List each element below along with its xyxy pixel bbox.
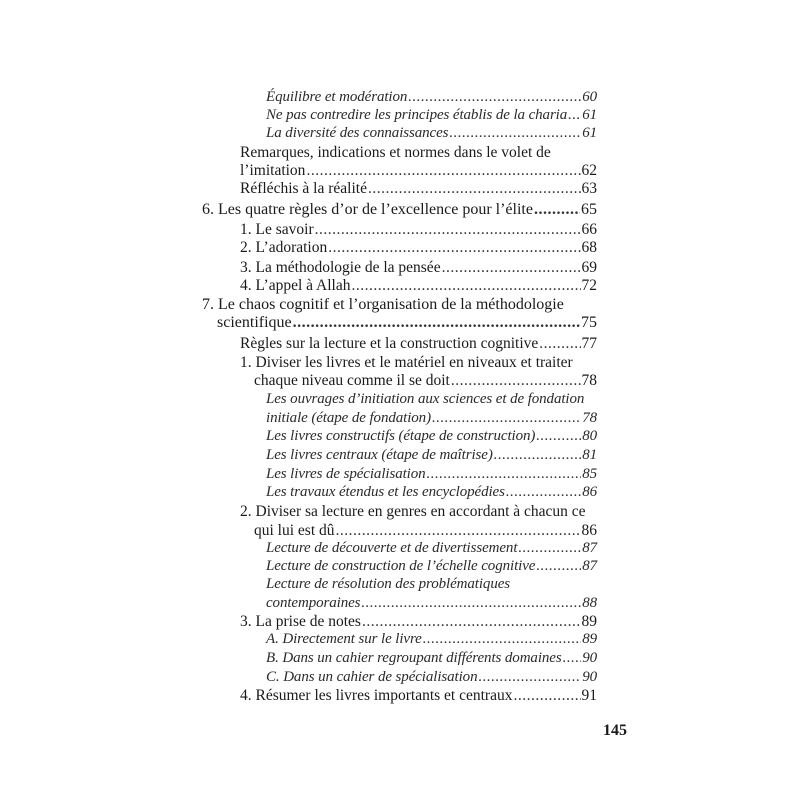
toc-entry	[266, 446, 597, 465]
toc-entry	[266, 465, 597, 484]
toc-entry-page: 72	[581, 277, 597, 294]
toc-entry-page: 78	[582, 410, 597, 426]
toc-entry	[266, 124, 597, 143]
toc-entry-title: qui lui est dû	[254, 522, 335, 539]
toc-entry	[266, 427, 597, 446]
toc-entry-page: 80	[582, 428, 597, 444]
toc-entry-title: 1. Le savoir	[240, 221, 314, 238]
leader-dots	[494, 446, 581, 465]
leader-dots	[351, 276, 580, 295]
toc-entry-page: 69	[581, 259, 597, 276]
toc-entry-page: 87	[582, 558, 597, 574]
toc-entry-title: Les livres centraux (étape de maîtrise)	[266, 447, 493, 463]
toc-entry-page: 78	[581, 372, 597, 389]
toc-entry	[240, 179, 597, 198]
toc-entry	[266, 557, 597, 576]
toc-entry-page: 86	[581, 522, 597, 539]
toc-entry-title: Les livres constructifs (étape de construction)	[266, 428, 536, 444]
toc-entry	[254, 521, 597, 540]
toc-entry-title: Remarques, indications et normes dans le volet de	[240, 144, 551, 161]
page-number: 145	[603, 722, 627, 739]
toc-entry-page: 89	[581, 613, 597, 630]
toc-entry	[266, 409, 597, 428]
toc-entry	[240, 238, 597, 257]
toc-entry-page: 65	[581, 201, 597, 218]
toc-entry-title: C. Dans un cahier de spécialisation	[266, 669, 478, 685]
toc-entry-title: initiale (étape de fondation)	[266, 410, 431, 426]
leader-dots	[315, 220, 581, 239]
leader-dots	[306, 161, 580, 180]
toc-entry-title: 2. L’adoration	[240, 239, 328, 256]
toc-entry	[254, 371, 597, 390]
leader-dots	[539, 334, 580, 353]
toc-entry-title: Équilibre et modération	[266, 89, 408, 105]
toc-entry	[240, 353, 573, 372]
leader-dots	[432, 409, 581, 428]
leader-dots	[513, 686, 580, 705]
toc-entry-page: 89	[582, 631, 597, 647]
toc-entry	[266, 630, 597, 649]
toc-entry-page: 61	[582, 107, 597, 123]
toc-entry-title: 2. Diviser sa lecture en genres en accordant à chacun ce	[240, 503, 586, 520]
toc-entry-title: contemporaines	[266, 595, 361, 611]
leader-dots	[408, 88, 581, 107]
toc-entry-page: 86	[582, 484, 597, 500]
toc-entry-title: Ne pas contredire les principes établis de la charia	[266, 107, 568, 123]
toc-entry	[240, 502, 586, 521]
leader-dots	[361, 594, 581, 613]
toc-entry-title: 1. Diviser les livres et le matériel en niveaux et traiter	[240, 354, 573, 371]
toc-entry-page: 90	[582, 669, 597, 685]
leader-dots	[518, 539, 581, 558]
toc-entry-title: 4. Résumer les livres importants et centraux	[240, 687, 513, 704]
toc-entry-title: Les livres de spécialisation	[266, 466, 426, 482]
toc-entry	[240, 686, 597, 705]
toc-entry	[240, 161, 597, 180]
leader-dots	[536, 557, 581, 576]
leader-dots	[427, 465, 582, 484]
toc-entry-title: B. Dans un cahier regroupant différents domaines	[266, 650, 562, 666]
toc-entry	[240, 220, 597, 239]
toc-entry-page: 81	[582, 447, 597, 463]
toc-entry-title: 6. Les quatre règles d’or de l’excellence pour l’élite	[202, 201, 533, 218]
toc-chapter	[202, 295, 564, 314]
toc-entry	[240, 612, 597, 631]
leader-dots	[293, 313, 580, 332]
leader-dots	[362, 612, 581, 631]
toc-entry-title: scientifique	[217, 314, 292, 331]
leader-dots	[336, 521, 581, 540]
leader-dots	[423, 630, 581, 649]
toc-entry-title: Règles sur la lecture et la construction cognitive	[240, 335, 539, 352]
toc-entry-page: 77	[581, 335, 597, 352]
leader-dots	[449, 124, 581, 143]
toc-entry-page: 88	[582, 595, 597, 611]
toc-entry-title: Lecture de construction de l’échelle cognitive	[266, 558, 536, 574]
toc-entry-title: Réfléchis à la réalité	[240, 180, 367, 197]
toc-chapter	[202, 200, 597, 219]
toc-entry	[266, 106, 597, 125]
toc-entry	[240, 258, 597, 277]
toc-entry-title: 3. La méthodologie de la pensée	[240, 259, 441, 276]
toc-entry-page: 63	[581, 180, 597, 197]
leader-dots	[506, 483, 581, 502]
toc-chapter	[217, 313, 597, 332]
toc-entry	[266, 390, 584, 409]
toc-entry-title: l’imitation	[240, 162, 306, 179]
toc-entry-page: 75	[581, 314, 597, 331]
toc-entry-title: La diversité des connaissances	[266, 125, 449, 141]
toc-entry-page: 61	[582, 125, 597, 141]
toc-entry-page: 62	[581, 162, 597, 179]
toc-entry-title: Les ouvrages d’initiation aux sciences et de fondation	[266, 391, 585, 407]
toc-entry	[240, 143, 551, 162]
toc-entry-title: 7. Le chaos cognitif et l’organisation de la méthodologie	[202, 296, 564, 313]
leader-dots	[451, 371, 581, 390]
toc-entry-title: chaque niveau comme il se doit	[254, 372, 450, 389]
toc-entry-page: 60	[582, 89, 597, 105]
toc-entry-page: 66	[581, 221, 597, 238]
toc-entry-page: 90	[582, 650, 597, 666]
toc-entry-title: 3. La prise de notes	[240, 613, 361, 630]
toc-entry-title: 4. L’appel à Allah	[240, 277, 351, 294]
leader-dots	[328, 238, 580, 257]
leader-dots	[536, 427, 581, 446]
leader-dots	[368, 179, 581, 198]
toc-entry	[266, 483, 597, 502]
toc-entry-title: Lecture de résolution des problématiques	[266, 576, 511, 592]
toc-entry	[240, 334, 597, 353]
leader-dots	[534, 200, 580, 219]
leader-dots	[568, 106, 581, 125]
toc-entry	[266, 575, 510, 594]
toc-entry	[240, 276, 597, 295]
toc-entry	[266, 668, 597, 687]
toc-entry-title: A. Directement sur le livre	[266, 631, 422, 647]
toc-entry	[266, 594, 597, 613]
toc-entry-title: Lecture de découverte et de divertissement	[266, 540, 518, 556]
leader-dots	[478, 668, 581, 687]
toc-entry	[266, 88, 597, 107]
toc-entry-page: 91	[581, 687, 597, 704]
toc-entry-title: Les travaux étendus et les encyclopédies	[266, 484, 505, 500]
toc-entry	[266, 539, 597, 558]
toc-entry-page: 68	[581, 239, 597, 256]
toc-entry	[266, 649, 597, 668]
toc-entry-page: 87	[582, 540, 597, 556]
leader-dots	[442, 258, 581, 277]
leader-dots	[563, 649, 582, 668]
toc-entry-page: 85	[582, 466, 597, 482]
